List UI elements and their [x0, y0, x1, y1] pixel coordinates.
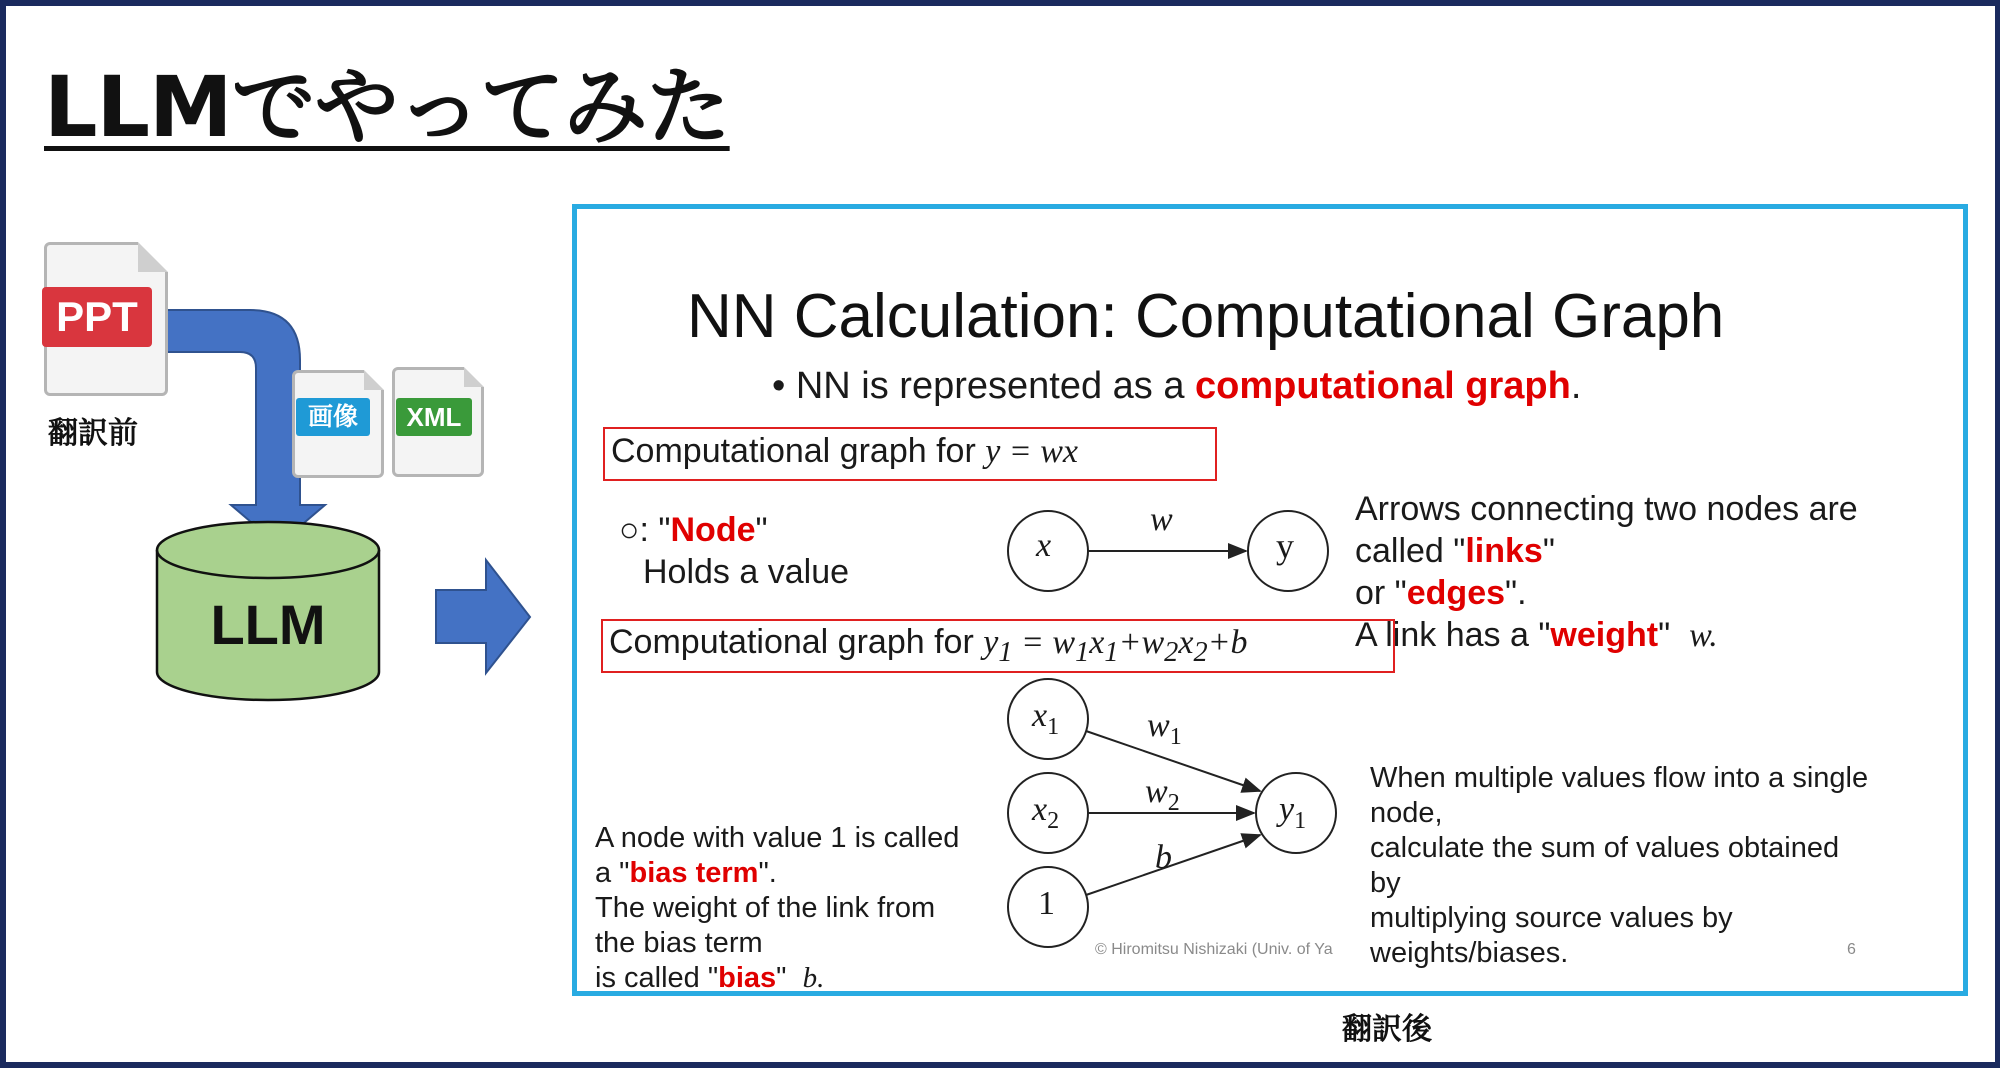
- graph1-caption: Computational graph for y = wx: [611, 432, 1079, 470]
- translated-title: NN Calculation: Computational Graph: [687, 282, 1725, 351]
- node-definition: ○: "Node" Holds a value: [619, 511, 850, 591]
- graph2-edge-b: [1086, 835, 1260, 895]
- graph2-caption: Computational graph for $y_1 = w_1x_1+w_2x_2+b$: [609, 623, 1248, 668]
- page-number: 6: [1847, 941, 1856, 958]
- image-badge: 画像: [296, 398, 370, 436]
- graph2-x2-label: $x_2$: [1032, 791, 1060, 834]
- right-arrow-icon: [436, 560, 530, 673]
- graph1-w-label: w: [1150, 501, 1173, 538]
- graph2-bias-node-label: 1: [1038, 885, 1055, 922]
- translated-slide: [572, 204, 1968, 996]
- after-label: 翻訳後: [1342, 1012, 1432, 1047]
- graph2-w2-label: $w_2$: [1145, 773, 1180, 816]
- xml-badge: XML: [396, 398, 472, 436]
- graph1-y-label: y: [1276, 526, 1294, 566]
- graph2-b-label: b: [1155, 839, 1172, 876]
- graph2-x1-label: $x_1$: [1032, 697, 1060, 740]
- graph1-x-label: x: [1036, 527, 1052, 564]
- graph2-equation: $y_1 = w_1x_1+w_2x_2+b$: [983, 624, 1248, 668]
- computational-graph-highlight: computational graph: [1195, 365, 1571, 407]
- before-label: 翻訳前: [48, 416, 138, 451]
- llm-label: LLM: [210, 593, 326, 656]
- graph2-w1-label: $w_1$: [1147, 707, 1182, 750]
- bullet-text: • NN is represented as a computational graph.: [772, 365, 1582, 407]
- ppt-badge: PPT: [42, 287, 152, 347]
- bias-description: A node with value 1 is called a "bias term". The weight of the link from the bias term is called "bias" b.: [595, 822, 960, 994]
- arrows-description: Arrows connecting two nodes are called "links" or "edges". A link has a "weight" w.: [1355, 490, 1858, 654]
- flow-description: When multiple values flow into a single node, calculate the sum of values obtained by multiplying source values by weights/biases.: [1370, 762, 1869, 969]
- slide-title: LLMでやってみた: [44, 58, 730, 156]
- graph2-y1-label: $y_1$: [1279, 791, 1307, 834]
- copyright: © Hiromitsu Nishizaki (Univ. of Ya: [1095, 941, 1333, 958]
